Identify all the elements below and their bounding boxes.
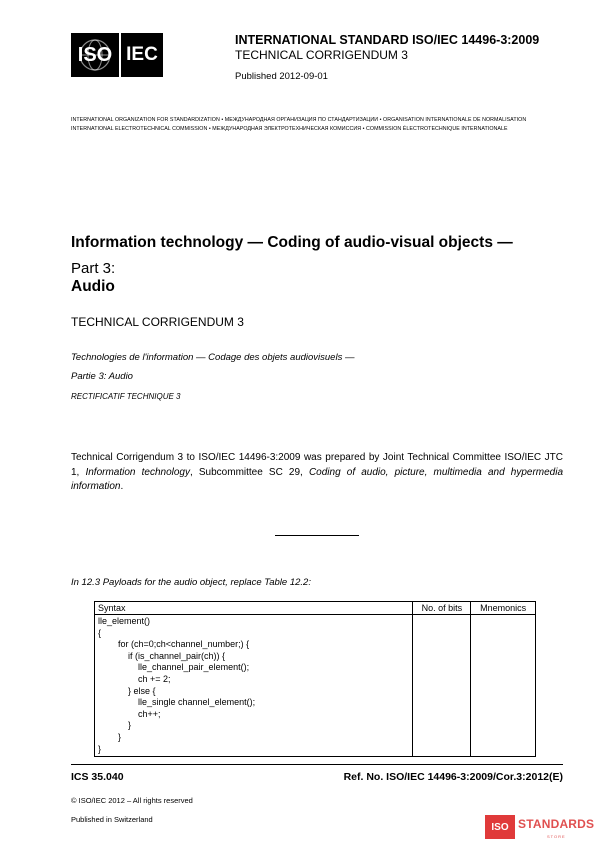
code-line: lle_channel_pair_element(); — [98, 662, 250, 673]
code-line: lle_element() — [98, 616, 151, 626]
code-line: { — [98, 627, 102, 638]
organization-line-1: INTERNATIONAL ORGANIZATION FOR STANDARDIZATION • МЕЖДУНАРОДНАЯ ОРГАНИЗАЦИЯ ПО СТАНДАРТИЗАЦИИ • ORGANISATION INTERNATIONALE DE NORMALISATION — [71, 117, 527, 123]
code-line: if (is_channel_pair(ch)) { — [98, 650, 226, 661]
copyright-notice: © ISO/IEC 2012 – All rights reserved — [71, 796, 193, 805]
iec-logo — [121, 33, 163, 77]
code-line: } else { — [98, 685, 156, 696]
ics-code: ICS 35.040 — [71, 771, 124, 783]
header-mnemonics: Mnemonics — [471, 602, 536, 615]
bits-cell — [413, 615, 471, 757]
iso-iec-logo — [71, 33, 163, 77]
published-in: Published in Switzerland — [71, 815, 153, 824]
code-line: for (ch=0;ch<channel_number;) { — [98, 639, 250, 650]
header-bits: No. of bits — [413, 602, 471, 615]
para-italic-2: Coding of audio, picture, multimedia and hypermedia information — [71, 466, 564, 492]
para-text-3: . — [120, 481, 124, 492]
code-line: } — [98, 720, 132, 731]
table-header-row — [95, 602, 536, 615]
organization-line-2: INTERNATIONAL ELECTROTECHNICAL COMMISSION • МЕЖДУНАРОДНАЯ ЭЛЕКТРОТЕХНИЧЕСКАЯ КОМИССИЯ • COMMISSION ÉLECTROTECHNIQUE INTERNATIONALE — [71, 126, 508, 132]
standard-title: INTERNATIONAL STANDARD ISO/IEC 14496-3:2009 — [235, 33, 540, 47]
published-date: Published 2012-09-01 — [235, 71, 328, 82]
store-badge: ISO — [485, 815, 515, 839]
syntax-table — [94, 601, 536, 757]
part-label: Part 3: — [71, 260, 116, 277]
para-text-2: , Subcommittee SC 29, — [189, 466, 309, 478]
code-line: ch++; — [98, 708, 161, 719]
iso-logo — [71, 33, 119, 77]
code-line: } — [98, 743, 102, 754]
document-title: Information technology — Coding of audio-visual objects — — [71, 234, 513, 251]
code-line: ch += 2; — [98, 673, 171, 684]
iso-logo-text: ISO — [77, 43, 113, 66]
code-line: } — [98, 731, 122, 742]
french-title: Technologies de l'information — Codage des objets audiovisuels — — [71, 352, 355, 363]
mnemonics-cell — [471, 615, 536, 757]
part-name: Audio — [71, 278, 115, 295]
header-syntax: Syntax — [95, 602, 413, 615]
para-italic-1: Information technology — [85, 466, 190, 478]
french-corrigendum: RECTIFICATIF TECHNIQUE 3 — [71, 392, 181, 401]
corrigendum-subtitle: TECHNICAL CORRIGENDUM 3 — [235, 48, 408, 62]
section-divider — [275, 535, 359, 536]
footer-rule — [71, 764, 563, 765]
standards-store-logo — [485, 815, 593, 845]
corrigendum-label: TECHNICAL CORRIGENDUM 3 — [71, 315, 244, 329]
reference-number: Ref. No. ISO/IEC 14496-3:2009/Cor.3:2012(E) — [343, 771, 563, 783]
syntax-code-cell — [95, 615, 413, 757]
table-row — [95, 615, 536, 757]
para-text-1: Technical Corrigendum 3 to ISO/IEC 14496-3:2009 was prepared by Joint Technical Committee ISO/IEC JTC 1, — [71, 452, 563, 478]
store-small-text: STORE — [547, 834, 566, 839]
replacement-instruction: In 12.3 Payloads for the audio object, replace Table 12.2: — [71, 577, 311, 588]
french-part: Partie 3: Audio — [71, 371, 133, 382]
store-text: STANDARDS — [518, 817, 595, 831]
iec-logo-text: IEC — [126, 44, 158, 65]
preparation-paragraph — [71, 451, 563, 495]
code-line: lle_single channel_element(); — [98, 697, 256, 708]
